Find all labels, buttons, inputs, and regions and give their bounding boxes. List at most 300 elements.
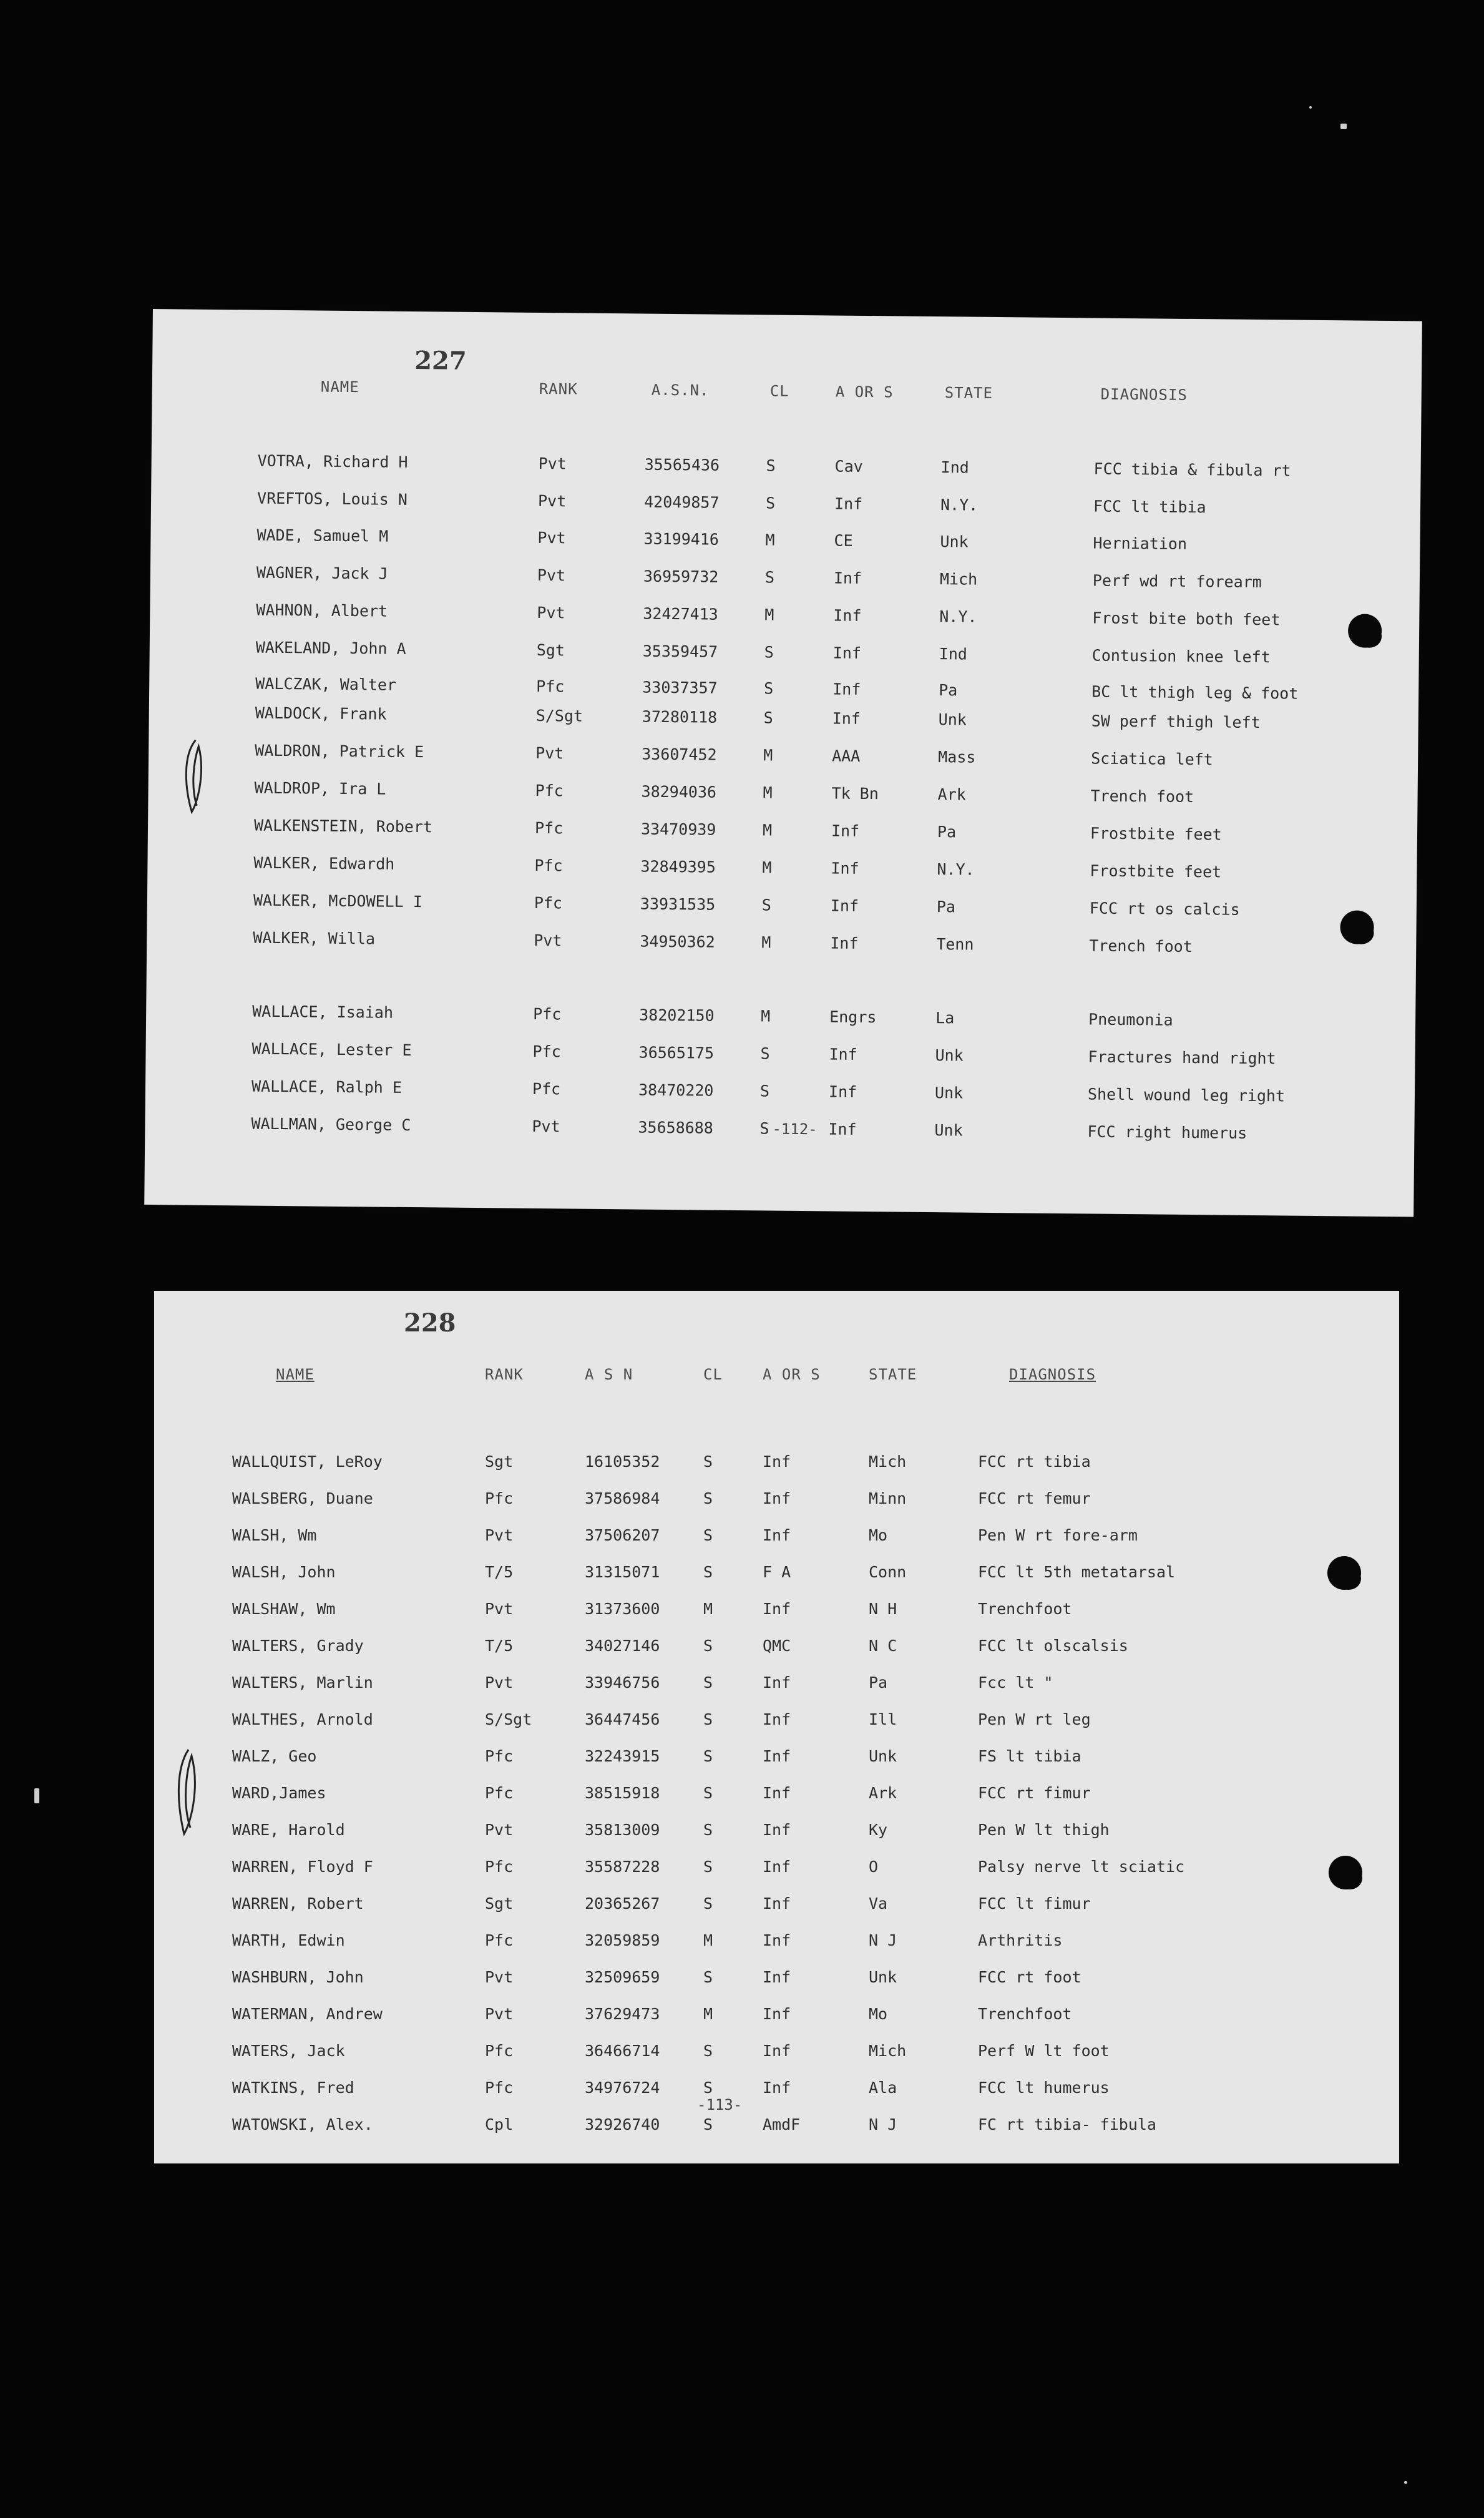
cell-rank: Pfc bbox=[535, 781, 564, 800]
cell-diagnosis: FCC lt 5th metatarsal bbox=[978, 1563, 1176, 1581]
cell-name: WARTH, Edwin bbox=[232, 1931, 345, 1949]
cell-rank: T/5 bbox=[485, 1563, 514, 1581]
cell-diagnosis: Perf W lt foot bbox=[978, 2042, 1110, 2060]
cell-state: Ark bbox=[937, 785, 966, 804]
cell-rank: T/5 bbox=[485, 1637, 514, 1655]
cell-asn: 36466714 bbox=[585, 2042, 660, 2060]
cell-state: Mass bbox=[938, 748, 976, 767]
cell-aors: Inf bbox=[828, 1082, 857, 1101]
table-row bbox=[154, 2005, 1399, 2036]
cell-rank: Pvt bbox=[535, 743, 564, 763]
cell-diagnosis: Arthritis bbox=[978, 1931, 1063, 1949]
table-row bbox=[154, 1894, 1399, 1926]
cell-cl: M bbox=[763, 746, 773, 765]
cell-aors: Inf bbox=[763, 1489, 791, 1507]
table-row bbox=[154, 1453, 1399, 1484]
cell-name: WALDOCK, Frank bbox=[255, 703, 387, 723]
ink-scribble bbox=[173, 1746, 204, 1840]
cell-state: Ala bbox=[869, 2079, 897, 2097]
cell-cl: M bbox=[762, 858, 772, 877]
binder-hole bbox=[1329, 1856, 1362, 1889]
cell-name: WALLMAN, George C bbox=[251, 1114, 411, 1135]
cell-asn: 32509659 bbox=[585, 1968, 660, 1986]
cell-rank: Pfc bbox=[485, 1489, 514, 1507]
cell-aors: Inf bbox=[763, 1821, 791, 1839]
cell-asn: 35658688 bbox=[638, 1118, 714, 1137]
cell-name: WALLQUIST, LeRoy bbox=[232, 1453, 383, 1471]
dust-speck bbox=[34, 1788, 39, 1803]
table-row bbox=[154, 1600, 1399, 1631]
cell-asn: 33946756 bbox=[585, 1673, 660, 1692]
cell-asn: 16105352 bbox=[585, 1453, 660, 1471]
table-row bbox=[154, 1489, 1399, 1521]
cell-asn: 38470220 bbox=[638, 1080, 714, 1100]
cell-state: Mich bbox=[939, 570, 978, 589]
cell-asn: 34027146 bbox=[585, 1637, 660, 1655]
cell-asn: 38202150 bbox=[639, 1006, 715, 1025]
cell-rank: Pfc bbox=[534, 818, 564, 838]
table-row bbox=[150, 525, 1420, 569]
cell-asn: 34976724 bbox=[585, 2079, 660, 2097]
cell-state: Pa bbox=[936, 898, 956, 916]
header-asn: A S N bbox=[585, 1366, 633, 1383]
header-cl: CL bbox=[769, 382, 789, 400]
cell-diagnosis: Palsy nerve lt sciatic bbox=[978, 1858, 1185, 1876]
cell-cl: S bbox=[764, 679, 774, 698]
cell-rank: Sgt bbox=[485, 1453, 514, 1471]
cell-name: WALTHES, Arnold bbox=[232, 1710, 373, 1728]
cell-aors: Inf bbox=[831, 859, 859, 878]
header-name: NAME bbox=[276, 1366, 315, 1383]
cell-rank: Pvt bbox=[485, 1526, 514, 1544]
cell-asn: 20365267 bbox=[585, 1894, 660, 1913]
cell-state: Unk bbox=[934, 1084, 964, 1102]
cell-cl: S bbox=[703, 1784, 713, 1802]
cell-state: N H bbox=[869, 1600, 897, 1618]
cell-diagnosis: Herniation bbox=[1093, 534, 1188, 553]
cell-asn: 31315071 bbox=[585, 1563, 660, 1581]
page-footer: -112- bbox=[772, 1120, 818, 1139]
cell-diagnosis: Frost bite both feet bbox=[1092, 609, 1281, 629]
cell-rank: Pfc bbox=[536, 677, 565, 696]
cell-cl: M bbox=[703, 2005, 713, 2023]
cell-state: Va bbox=[869, 1894, 888, 1913]
table-row bbox=[154, 1637, 1399, 1668]
cell-asn: 32059859 bbox=[585, 1931, 660, 1949]
cell-state: Conn bbox=[869, 1563, 907, 1581]
cell-name: WALKENSTEIN, Robert bbox=[253, 816, 433, 836]
cell-rank: Pfc bbox=[485, 1931, 514, 1949]
table-row bbox=[151, 451, 1420, 494]
cell-rank: Pvt bbox=[537, 491, 567, 511]
cell-diagnosis: Pen W lt thigh bbox=[978, 1821, 1110, 1839]
cell-state: Pa bbox=[939, 681, 958, 700]
cell-cl: S bbox=[703, 1489, 713, 1507]
cell-asn: 37586984 bbox=[585, 1489, 660, 1507]
cell-diagnosis: SW perf thigh left bbox=[1091, 712, 1261, 732]
cell-aors: Inf bbox=[830, 934, 859, 953]
cell-diagnosis: Fcc lt " bbox=[978, 1673, 1053, 1692]
cell-name: WATERMAN, Andrew bbox=[232, 2005, 383, 2023]
cell-name: WALSH, Wm bbox=[232, 1526, 317, 1544]
cell-cl: S bbox=[703, 1453, 713, 1471]
cell-cl: S bbox=[703, 1821, 713, 1839]
cell-aors: Inf bbox=[763, 2079, 791, 2097]
cell-asn: 36565175 bbox=[638, 1043, 715, 1062]
cell-diagnosis: FCC lt humerus bbox=[978, 2079, 1110, 2097]
header-cl: CL bbox=[703, 1366, 723, 1383]
cell-asn: 36959732 bbox=[643, 567, 719, 586]
binder-hole bbox=[1348, 614, 1382, 648]
cell-aors: Inf bbox=[763, 1526, 791, 1544]
cell-name: WALKER, Edwardh bbox=[253, 853, 395, 873]
header-name: NAME bbox=[320, 378, 359, 396]
table-row bbox=[149, 637, 1418, 681]
table-row bbox=[154, 1710, 1399, 1742]
header-rank: RANK bbox=[539, 380, 578, 398]
cell-rank: Pvt bbox=[485, 2005, 514, 2023]
cell-name: WARREN, Floyd F bbox=[232, 1858, 373, 1876]
cell-diagnosis: FCC lt fimur bbox=[978, 1894, 1091, 1913]
cell-name: WALZ, Geo bbox=[232, 1747, 317, 1765]
cell-state: Ark bbox=[869, 1784, 897, 1802]
table-row bbox=[154, 1968, 1399, 1999]
cell-asn: 33607452 bbox=[642, 745, 717, 764]
table-row bbox=[154, 1821, 1399, 1852]
cell-name: WALLACE, Isaiah bbox=[252, 1002, 394, 1022]
cell-name: WAGNER, Jack J bbox=[256, 563, 388, 583]
cell-diagnosis: Pen W rt fore-arm bbox=[978, 1526, 1138, 1544]
cell-cl: S bbox=[703, 1673, 713, 1692]
cell-state: N C bbox=[869, 1637, 897, 1655]
cell-aors: Engrs bbox=[829, 1007, 877, 1027]
table-row bbox=[150, 600, 1419, 644]
cell-asn: 32849395 bbox=[640, 857, 716, 876]
table-row bbox=[147, 853, 1417, 896]
roster-page-228 bbox=[154, 1291, 1399, 2163]
cell-aors: AAA bbox=[832, 747, 861, 765]
cell-aors: Inf bbox=[763, 1894, 791, 1913]
header-aors: A OR S bbox=[835, 383, 894, 401]
cell-rank: Pfc bbox=[485, 2042, 514, 2060]
dust-speck bbox=[1340, 124, 1347, 129]
table-row bbox=[151, 488, 1420, 532]
cell-cl: S bbox=[703, 1710, 713, 1728]
cell-aors: F A bbox=[763, 1563, 791, 1581]
cell-aors: Inf bbox=[834, 494, 863, 513]
cell-aors: Inf bbox=[763, 1673, 791, 1692]
cell-diagnosis: FCC right humerus bbox=[1087, 1122, 1247, 1142]
cell-diagnosis: Trench foot bbox=[1089, 936, 1193, 956]
cell-asn: 35565436 bbox=[644, 455, 720, 474]
cell-rank: Pvt bbox=[537, 566, 566, 585]
cell-asn: 35359457 bbox=[642, 642, 718, 661]
cell-name: WATERS, Jack bbox=[232, 2042, 345, 2060]
cell-name: WADE, Samuel M bbox=[256, 526, 389, 546]
cell-aors: Cav bbox=[834, 457, 863, 476]
cell-name: WALKER, McDOWELL I bbox=[253, 891, 422, 911]
cell-diagnosis: Trenchfoot bbox=[978, 2005, 1072, 2023]
cell-aors: Inf bbox=[763, 2042, 791, 2060]
table-row bbox=[146, 1001, 1415, 1045]
cell-cl: S bbox=[703, 1637, 713, 1655]
cell-aors: QMC bbox=[763, 1637, 791, 1655]
cell-aors: Inf bbox=[828, 1120, 857, 1139]
cell-name: WALDROP, Ira L bbox=[254, 778, 386, 798]
header-asn: A.S.N. bbox=[651, 381, 710, 399]
cell-state: N.Y. bbox=[939, 607, 977, 626]
cell-cl: S bbox=[703, 1526, 713, 1544]
cell-diagnosis: FCC rt foot bbox=[978, 1968, 1081, 1986]
cell-rank: Pvt bbox=[485, 1968, 514, 1986]
cell-rank: Pvt bbox=[538, 454, 567, 473]
cell-aors: Inf bbox=[763, 1784, 791, 1802]
header-state: STATE bbox=[944, 384, 993, 402]
table-row bbox=[149, 740, 1418, 784]
cell-asn: 38294036 bbox=[641, 782, 717, 801]
cell-state: N.Y. bbox=[940, 496, 979, 514]
cell-rank: Pvt bbox=[485, 1673, 514, 1692]
table-row bbox=[154, 2079, 1399, 2110]
cell-cl: S bbox=[703, 1968, 713, 1986]
cell-name: VREFTOS, Louis N bbox=[256, 489, 408, 509]
cell-cl: M bbox=[703, 1931, 713, 1949]
cell-cl: S bbox=[764, 643, 774, 662]
table-row bbox=[154, 1673, 1399, 1705]
cell-aors: Inf bbox=[763, 1858, 791, 1876]
cell-rank: Cpl bbox=[485, 2115, 514, 2133]
cell-diagnosis: Frostbite feet bbox=[1090, 861, 1222, 881]
cell-rank: Sgt bbox=[485, 1894, 514, 1913]
table-row bbox=[154, 1563, 1399, 1594]
cell-cl: S bbox=[703, 1858, 713, 1876]
table-row bbox=[145, 1039, 1415, 1082]
cell-rank: Pfc bbox=[532, 1079, 561, 1099]
binder-hole bbox=[1327, 1556, 1361, 1590]
cell-rank: Pvt bbox=[532, 1117, 560, 1136]
cell-aors: Inf bbox=[832, 644, 862, 662]
cell-cl: M bbox=[762, 821, 773, 840]
cell-state: Unk bbox=[935, 1046, 964, 1065]
cell-rank: Pfc bbox=[533, 1004, 562, 1024]
cell-cl: S bbox=[703, 2115, 713, 2133]
cell-cl: S bbox=[764, 568, 775, 587]
table-row bbox=[147, 928, 1416, 971]
cell-asn: 32926740 bbox=[585, 2115, 660, 2133]
cell-cl: S bbox=[703, 1894, 713, 1913]
cell-name: WALSBERG, Duane bbox=[232, 1489, 373, 1507]
cell-state: Tenn bbox=[936, 935, 974, 954]
cell-aors: Inf bbox=[830, 896, 859, 915]
cell-diagnosis: Frostbite feet bbox=[1090, 824, 1222, 844]
cell-state: Pa bbox=[869, 1673, 888, 1692]
cell-cl: S bbox=[703, 1563, 713, 1581]
cell-cl: M bbox=[761, 1007, 771, 1026]
cell-rank: Sgt bbox=[536, 640, 565, 660]
cell-asn: 37629473 bbox=[585, 2005, 660, 2023]
table-row bbox=[148, 778, 1417, 821]
cell-asn: 33470939 bbox=[640, 820, 716, 839]
cell-name: VOTRA, Richard H bbox=[257, 451, 408, 471]
cell-cl: M bbox=[764, 605, 774, 624]
cell-aors: AmdF bbox=[763, 2115, 801, 2133]
cell-rank: Pfc bbox=[485, 2079, 514, 2097]
cell-rank: Pfc bbox=[532, 1042, 561, 1061]
cell-cl: S bbox=[703, 2079, 713, 2097]
cell-cl: S bbox=[765, 494, 776, 512]
cell-diagnosis: Perf wd rt forearm bbox=[1092, 571, 1262, 592]
cell-name: WARE, Harold bbox=[232, 1821, 345, 1839]
header-diagnosis: DIAGNOSIS bbox=[1100, 385, 1188, 404]
cell-diagnosis: FCC rt femur bbox=[978, 1489, 1091, 1507]
cell-state: Ky bbox=[869, 1821, 888, 1839]
cell-state: Ind bbox=[939, 645, 968, 664]
cell-aors: Tk Bn bbox=[831, 784, 879, 803]
cell-state: O bbox=[869, 1858, 879, 1876]
cell-cl: S bbox=[703, 1747, 713, 1765]
cell-name: WALCZAK, Walter bbox=[255, 674, 397, 694]
cell-asn: 34950362 bbox=[640, 932, 715, 951]
cell-state: Unk bbox=[869, 1747, 897, 1765]
cell-diagnosis: FC rt tibia- fibula bbox=[978, 2115, 1156, 2133]
cell-asn: 32427413 bbox=[643, 604, 718, 624]
table-row bbox=[154, 1858, 1399, 1889]
cell-rank: Pfc bbox=[485, 1747, 514, 1765]
dust-speck bbox=[1404, 2481, 1407, 2484]
cell-diagnosis: Trench foot bbox=[1090, 786, 1194, 806]
page-number: 227 bbox=[414, 346, 467, 376]
table-row bbox=[154, 1784, 1399, 1815]
cell-aors: Inf bbox=[763, 1453, 791, 1471]
cell-diagnosis: FCC lt olscalsis bbox=[978, 1637, 1128, 1655]
cell-aors: Inf bbox=[763, 1600, 791, 1618]
cell-state: Unk bbox=[938, 710, 967, 729]
cell-name: WARREN, Robert bbox=[232, 1894, 364, 1913]
cell-state: N J bbox=[869, 1931, 897, 1949]
cell-name: WALTERS, Grady bbox=[232, 1637, 364, 1655]
cell-name: WALSHAW, Wm bbox=[232, 1600, 336, 1618]
cell-diagnosis: FS lt tibia bbox=[978, 1747, 1081, 1765]
cell-cl: S bbox=[760, 1044, 770, 1063]
cell-rank: Pvt bbox=[537, 603, 565, 622]
cell-rank: Pvt bbox=[485, 1600, 514, 1618]
table-row bbox=[154, 2042, 1399, 2073]
cell-asn: 38515918 bbox=[585, 1784, 660, 1802]
cell-asn: 37280118 bbox=[642, 707, 718, 727]
header-diagnosis: DIAGNOSIS bbox=[1009, 1366, 1096, 1383]
header-aors: A OR S bbox=[763, 1366, 821, 1383]
table-row bbox=[154, 1931, 1399, 1962]
cell-diagnosis: FCC tibia & fibula rt bbox=[1093, 459, 1291, 480]
cell-diagnosis: Pneumonia bbox=[1088, 1010, 1173, 1029]
cell-state: Ill bbox=[869, 1710, 897, 1728]
table-row bbox=[154, 1747, 1399, 1778]
cell-diagnosis: Fractures hand right bbox=[1088, 1047, 1276, 1068]
cell-asn: 37506207 bbox=[585, 1526, 660, 1544]
cell-cl: S bbox=[763, 708, 773, 727]
cell-asn: 35813009 bbox=[585, 1821, 660, 1839]
cell-rank: S/Sgt bbox=[535, 706, 583, 725]
roster-page-227 bbox=[144, 309, 1422, 1217]
binder-hole bbox=[1340, 910, 1374, 944]
cell-diagnosis: Contusion knee left bbox=[1091, 646, 1271, 667]
cell-rank: Pvt bbox=[485, 1821, 514, 1839]
cell-asn: 33931535 bbox=[640, 894, 716, 914]
cell-state: Unk bbox=[934, 1121, 963, 1140]
cell-asn: 31373600 bbox=[585, 1600, 660, 1618]
cell-cl: S bbox=[761, 896, 772, 914]
cell-name: WALDRON, Patrick E bbox=[255, 741, 424, 762]
cell-asn: 42049857 bbox=[643, 492, 720, 512]
cell-aors: Inf bbox=[829, 1045, 857, 1064]
table-row bbox=[147, 890, 1417, 934]
cell-aors: Inf bbox=[831, 821, 860, 840]
cell-cl: M bbox=[703, 1600, 713, 1618]
cell-name: WATOWSKI, Alex. bbox=[232, 2115, 373, 2133]
cell-cl: S bbox=[703, 2042, 713, 2060]
cell-name: WARD,James bbox=[232, 1784, 326, 1802]
cell-aors: Inf bbox=[763, 1968, 791, 1986]
cell-diagnosis: FCC rt fimur bbox=[978, 1784, 1091, 1802]
page-footer: -113- bbox=[697, 2096, 743, 2114]
table-row bbox=[150, 562, 1420, 606]
cell-name: WATKINS, Fred bbox=[232, 2079, 354, 2097]
cell-cl: M bbox=[763, 783, 773, 802]
cell-aors: CE bbox=[834, 531, 853, 550]
cell-state: Mo bbox=[869, 2005, 888, 2023]
cell-aors: Inf bbox=[763, 1747, 791, 1765]
cell-state: Mich bbox=[869, 2042, 907, 2060]
table-row bbox=[145, 1076, 1415, 1120]
cell-diagnosis: Pen W rt leg bbox=[978, 1710, 1091, 1728]
cell-diagnosis: Trenchfoot bbox=[978, 1600, 1072, 1618]
cell-aors: Inf bbox=[833, 569, 862, 587]
cell-name: WAKELAND, John A bbox=[255, 638, 406, 658]
page-number: 228 bbox=[404, 1308, 456, 1338]
cell-rank: S/Sgt bbox=[485, 1710, 532, 1728]
cell-diagnosis: Shell wound leg right bbox=[1087, 1085, 1286, 1105]
cell-name: WALTERS, Marlin bbox=[232, 1673, 373, 1692]
cell-diagnosis: BC lt thigh leg & foot bbox=[1091, 682, 1299, 703]
cell-aors: Inf bbox=[763, 1710, 791, 1728]
cell-aors: Inf bbox=[763, 1931, 791, 1949]
cell-cl: M bbox=[765, 531, 775, 549]
cell-state: Minn bbox=[869, 1489, 907, 1507]
table-row bbox=[148, 815, 1417, 859]
dust-speck bbox=[1309, 106, 1312, 109]
cell-rank: Pvt bbox=[534, 931, 562, 950]
cell-asn: 35587228 bbox=[585, 1858, 660, 1876]
cell-state: Mich bbox=[869, 1453, 907, 1471]
cell-state: Pa bbox=[937, 823, 957, 841]
table-row bbox=[154, 2115, 1399, 2147]
cell-state: La bbox=[935, 1009, 955, 1027]
cell-asn: 33037357 bbox=[642, 678, 718, 697]
cell-rank: Pfc bbox=[485, 1784, 514, 1802]
cell-name: WASHBURN, John bbox=[232, 1968, 364, 1986]
cell-name: WALLACE, Lester E bbox=[251, 1039, 412, 1060]
cell-aors: Inf bbox=[763, 2005, 791, 2023]
cell-asn: 33199416 bbox=[643, 529, 720, 549]
cell-state: Unk bbox=[940, 532, 969, 551]
cell-asn: 32243915 bbox=[585, 1747, 660, 1765]
cell-name: WAHNON, Albert bbox=[256, 600, 388, 620]
cell-asn: 36447456 bbox=[585, 1710, 660, 1728]
cell-aors: Inf bbox=[832, 709, 861, 728]
cell-rank: Pfc bbox=[485, 1858, 514, 1876]
cell-name: WALKER, Willa bbox=[253, 928, 376, 948]
cell-rank: Pfc bbox=[534, 856, 563, 875]
